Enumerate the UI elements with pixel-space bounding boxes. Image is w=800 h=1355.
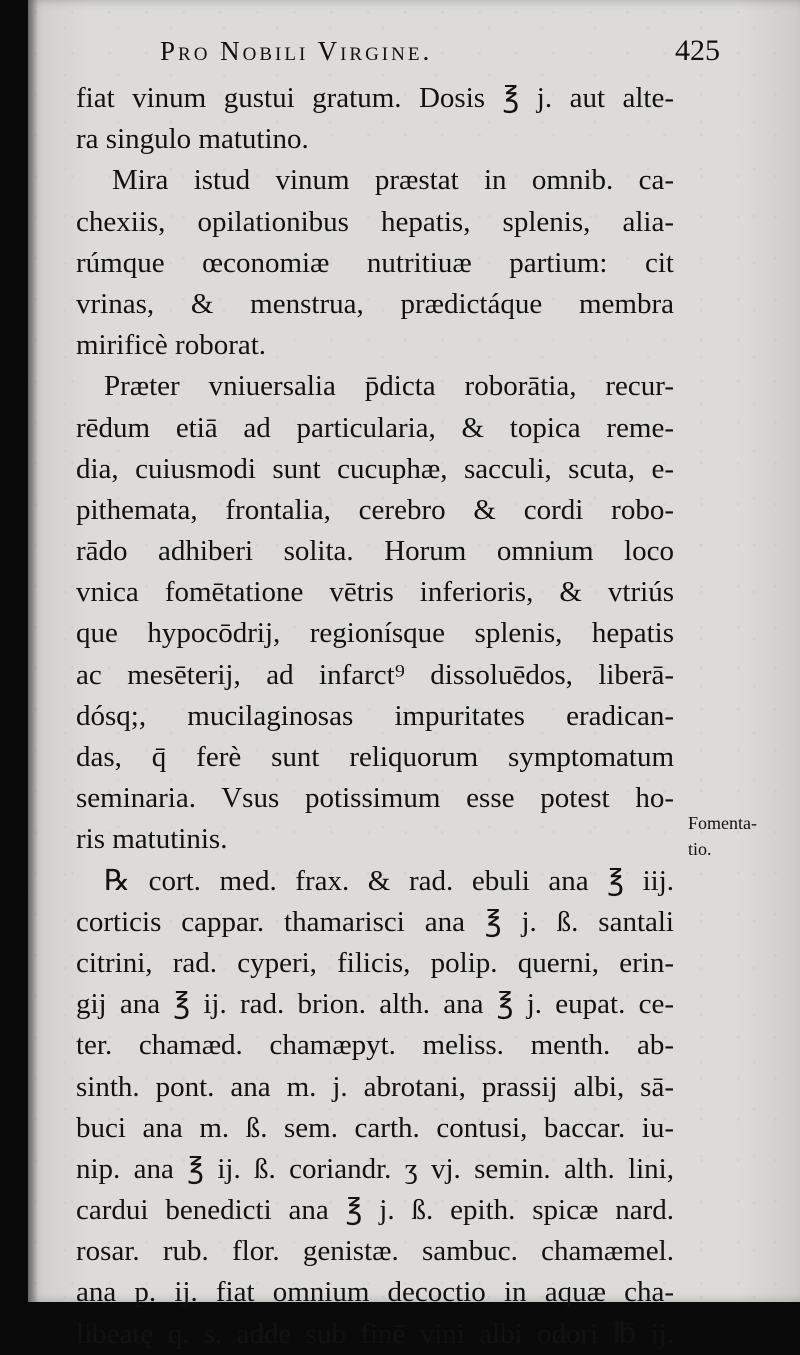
margin-note bbox=[688, 810, 757, 862]
margin-note-line: Fomenta- bbox=[688, 813, 757, 833]
text-line: seminaria. Vsus potissimum esse potest ho- bbox=[76, 782, 674, 815]
text-line: Mira istud vinum præstat in omnib. ca- bbox=[112, 164, 674, 197]
body-text bbox=[76, 78, 674, 1355]
book-page bbox=[28, 0, 800, 1350]
text-line: cardui benedicti ana ℥ j. ß. epith. spicæ nard. bbox=[76, 1194, 674, 1227]
margin-note-line: tio. bbox=[688, 839, 712, 859]
text-line: dósq;, mucilaginosas impuritates eradican- bbox=[76, 699, 674, 732]
text-line: sinth. pont. ana m. j. abrotani, prassij albi, sā- bbox=[76, 1070, 674, 1103]
text-line: pithemata, frontalia, cerebro & cordi robo- bbox=[76, 493, 674, 526]
text-line: rosar. rub. flor. genistæ. sambuc. chamæmel. bbox=[76, 1235, 674, 1268]
running-head: Pro Nobili Virgine. bbox=[160, 36, 433, 66]
text-line: nip. ana ℥ ij. ß. coriandr. ʒ vj. semin. alth. lini, bbox=[76, 1152, 674, 1185]
text-line: ra singulo matutino. bbox=[76, 123, 309, 156]
text-line: citrini, rad. cyperi, filicis, polip. querni, erin- bbox=[76, 946, 674, 979]
text-line: gij ana ℥ ij. rad. brion. alth. ana ℥ j. eupat. ce- bbox=[76, 988, 674, 1021]
text-line: que hypocōdrij, regionísque splenis, hepatis bbox=[76, 617, 674, 650]
text-line: rúmque œconomiæ nutritiuæ partium: cit bbox=[76, 246, 674, 279]
text-line: libeatę q. s. adde sub finē vini albi odori ℔ ij. bbox=[76, 1317, 674, 1350]
text-line: buci ana m. ß. sem. carth. contusi, baccar. iu- bbox=[76, 1111, 674, 1144]
page-gutter-shadow bbox=[28, 0, 38, 1302]
text-line: ris matutinis. bbox=[76, 823, 228, 856]
page-header bbox=[160, 34, 720, 78]
text-line: das, q̄ ferè sunt reliquorum symptomatum bbox=[76, 741, 674, 773]
text-line: chexiis, opilationibus hepatis, splenis, alia- bbox=[76, 205, 674, 238]
text-line: dia, cuiusmodi sunt cucuphæ, sacculi, scuta, e- bbox=[76, 452, 674, 485]
text-line: ter. chamæd. chamæpyt. meliss. menth. ab- bbox=[76, 1029, 674, 1062]
text-line: ac mesēterij, ad infarct⁹ dissoluēdos, liberā- bbox=[76, 658, 674, 691]
text-line: vrinas, & menstrua, prædictáque membra bbox=[76, 287, 674, 320]
text-line: Præter vniuersalia p̄dicta roborātia, recur- bbox=[104, 370, 674, 403]
text-line: rādo adhiberi solita. Horum omnium loco bbox=[76, 535, 674, 568]
text-line: fiat vinum gustui gratum. Dosis ℥ j. aut alte- bbox=[76, 82, 674, 114]
page-number: 425 bbox=[675, 34, 720, 67]
text-line: corticis cappar. thamarisci ana ℥ j. ß. santali bbox=[76, 905, 674, 938]
text-line: rēdum etiā ad particularia, & topica reme- bbox=[76, 411, 674, 444]
text-line: vnica fomētatione vētris inferioris, & vtriús bbox=[76, 576, 674, 609]
text-line: mirificè roborat. bbox=[76, 329, 267, 362]
text-line: ℞ cort. med. frax. & rad. ebuli ana ℥ iij. bbox=[104, 864, 674, 897]
text-line: ana p. ij. fiat omnium decoctio in aquæ cha- bbox=[76, 1276, 674, 1309]
